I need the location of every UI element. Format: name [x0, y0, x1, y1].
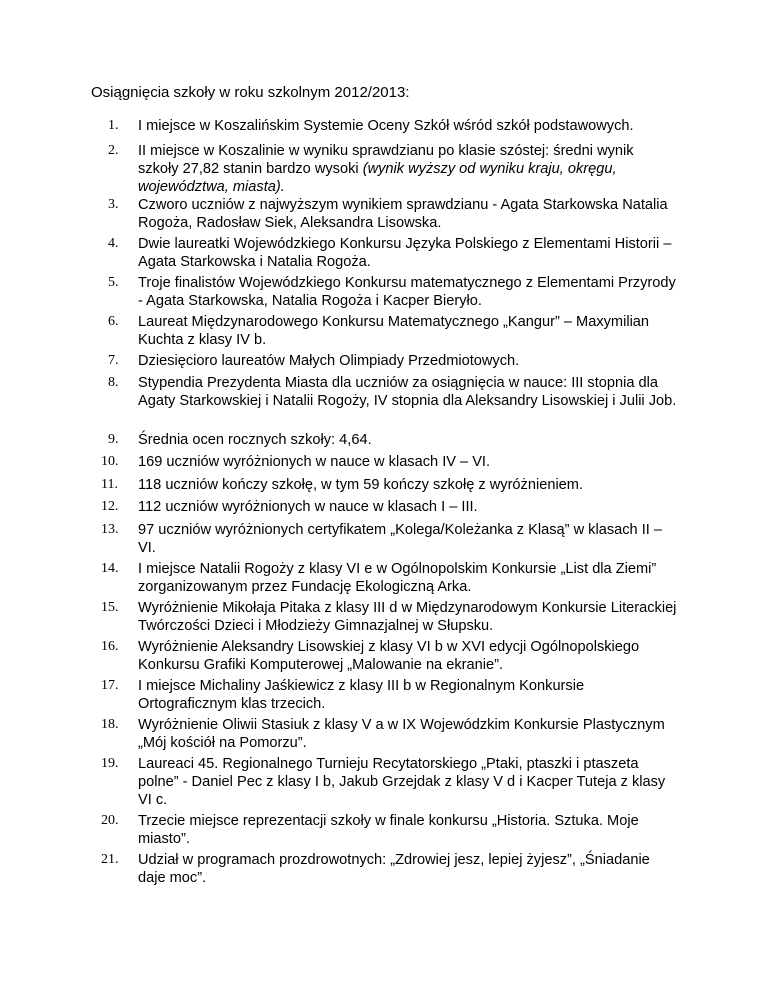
item-text: Dziesięcioro laureatów Małych Olimpiady Przedmiotowych.: [138, 353, 520, 369]
item-number: 13.: [101, 522, 119, 537]
item-number: 3.: [108, 197, 119, 212]
item-number: 1.: [108, 118, 119, 133]
item-text: 112 uczniów wyróżnionych w nauce w klasach I – III.: [138, 499, 478, 515]
item-text: Czworo uczniów z najwyższym wynikiem sprawdzianu - Agata Starkowska Natalia Rogoża, Radosław Siek, Aleksandra Lisowska.: [138, 197, 668, 231]
item-number: 10.: [101, 454, 119, 469]
item-number: 5.: [108, 275, 119, 290]
item-text: 118 uczniów kończy szkołę, w tym 59 kończy szkołę z wyróżnieniem.: [138, 477, 584, 493]
item-text: Wyróżnienie Oliwii Stasiuk z klasy V a w IX Wojewódzkim Konkursie Plastycznym „Mój kościół na Pomorzu”.: [138, 717, 665, 751]
item-number: 15.: [101, 600, 119, 615]
item-text: I miejsce Natalii Rogoży z klasy VI e w Ogólnopolskim Konkursie „List dla Ziemi” zorganizowanym przez Fundację Ekologiczną Arka.: [138, 561, 657, 595]
item-number: 21.: [101, 852, 119, 867]
item-text: II miejsce w Koszalinie w wyniku sprawdzianu po klasie szóstej: średni wynik szkoły 27,82 stanin bardzo wysoki (wynik wyższy od wyniku kraju, okręgu, województwa, miasta).: [138, 143, 634, 195]
item-text: Stypendia Prezydenta Miasta dla uczniów za osiągnięcia w nauce: III stopnia dla Agaty Starkowskiej i Natalii Rogoży, IV stopnia dla Aleksandry Lisowskiej i Julii Job.: [138, 375, 677, 409]
item-number: 19.: [101, 756, 119, 771]
item-number: 17.: [101, 678, 119, 693]
item-number: 7.: [108, 353, 119, 368]
item-number: 20.: [101, 813, 119, 828]
item-text: Dwie laureatki Wojewódzkiego Konkursu Języka Polskiego z Elementami Historii – Agata Starkowska i Natalia Rogoża.: [138, 236, 672, 270]
item-number: 11.: [101, 477, 118, 492]
item-number: 8.: [108, 375, 119, 390]
item-text: Średnia ocen rocznych szkoły: 4,64.: [138, 432, 372, 448]
item-text: I miejsce w Koszalińskim Systemie Oceny Szkół wśród szkół podstawowych.: [138, 118, 634, 134]
item-text: Udział w programach prozdrowotnych: „Zdrowiej jesz, lepiej żyjesz”, „Śniadanie daje moc”.: [138, 852, 650, 886]
item-text: Wyróżnienie Aleksandry Lisowskiej z klasy VI b w XVI edycji Ogólnopolskiego Konkursu Grafiki Komputerowej „Malowanie na ekranie”.: [138, 639, 640, 673]
item-number: 14.: [101, 561, 119, 576]
item-text: 169 uczniów wyróżnionych w nauce w klasach IV – VI.: [138, 454, 491, 470]
item-number: 18.: [101, 717, 119, 732]
item-text: Laureaci 45. Regionalnego Turnieju Recytatorskiego „Ptaki, ptaszki i ptaszeta polne” - Daniel Pec z klasy I b, Jakub Grzejdak z klasy V d i Kacper Tuteja z klasy VI c.: [138, 756, 666, 808]
item-text: 97 uczniów wyróżnionych certyfikatem „Kolega/Koleżanka z Klasą” w klasach II – VI.: [138, 522, 662, 556]
item-text: I miejsce Michaliny Jaśkiewicz z klasy III b w Regionalnym Konkursie Ortograficznym klas trzecich.: [138, 678, 585, 712]
item-number: 9.: [108, 432, 119, 447]
item-text: Trzecie miejsce reprezentacji szkoły w finale konkursu „Historia. Sztuka. Moje miasto”.: [138, 813, 639, 847]
document-heading: Osiągnięcia szkoły w roku szkolnym 2012/2013:: [91, 84, 410, 101]
item-number: 6.: [108, 314, 119, 329]
item-text: Troje finalistów Wojewódzkiego Konkursu matematycznego z Elementami Przyrody - Agata Starkowska, Natalia Rogoża i Kacper Bieryło.: [138, 275, 676, 309]
item-number: 12.: [101, 499, 119, 514]
item-text: Wyróżnienie Mikołaja Pitaka z klasy III d w Międzynarodowym Konkursie Literackiej Twórczości Dzieci i Młodzieży Gimnazjalnej w Słupsku.: [138, 600, 677, 634]
item-number: 2.: [108, 143, 119, 158]
item-number: 16.: [101, 639, 119, 654]
item-text: Laureat Międzynarodowego Konkursu Matematycznego „Kangur” – Maxymilian Kuchta z klasy IV b.: [138, 314, 650, 348]
item-number: 4.: [108, 236, 119, 251]
